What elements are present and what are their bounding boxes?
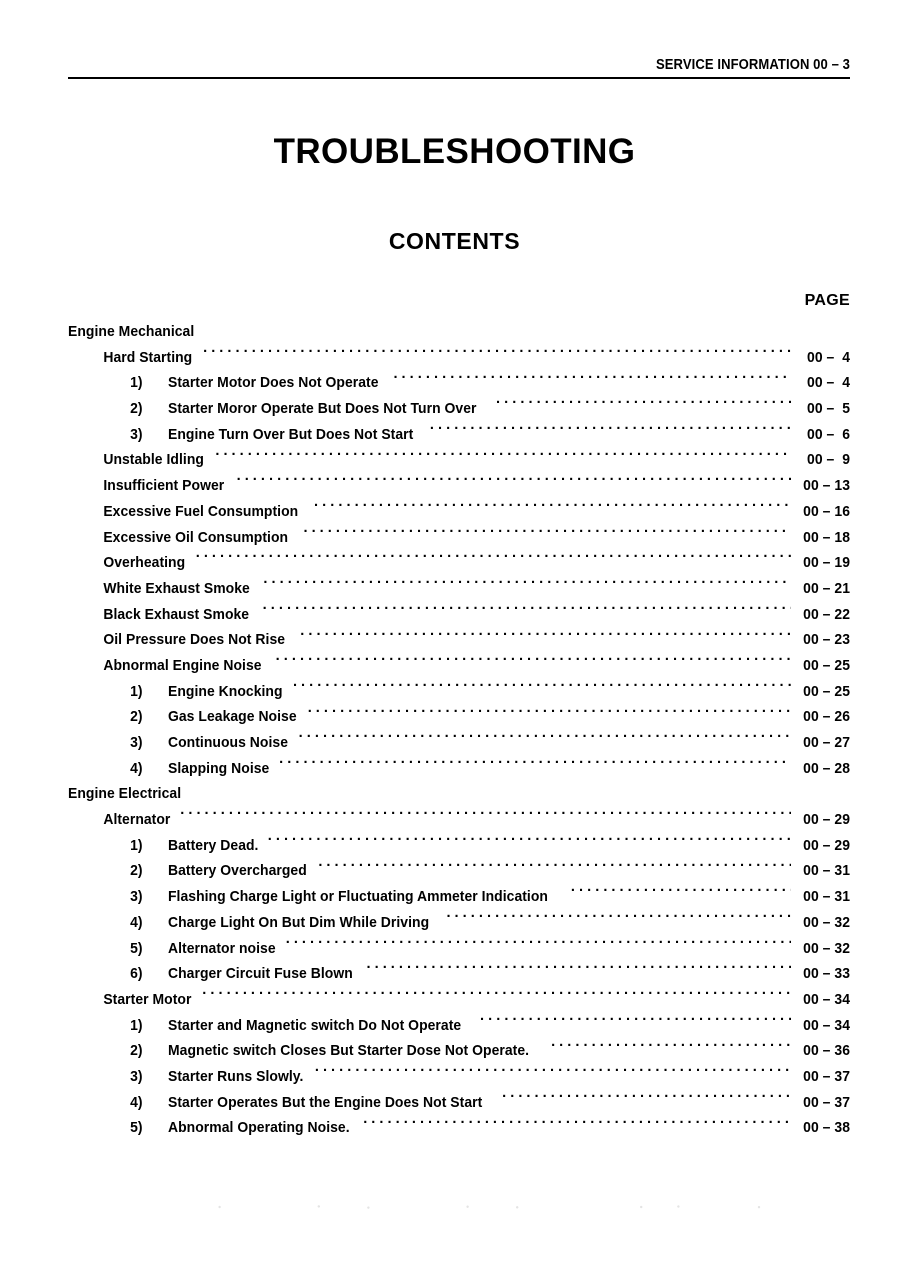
toc-entry-page-number: 00 – 22 — [803, 606, 850, 623]
toc-entry-number: 3) — [130, 426, 143, 443]
toc-entry-page-number: 00 – 34 — [803, 1017, 850, 1034]
dot-leader — [551, 1041, 791, 1056]
dot-leader — [308, 707, 791, 722]
toc-entry-number: 3) — [130, 889, 143, 906]
toc-entry-label: Starter Motor Does Not Operate — [168, 375, 379, 392]
toc-entry-label: Starter Motor — [103, 991, 192, 1008]
toc-entry[interactable] — [68, 603, 850, 629]
toc-entry-page-number: 00 – 34 — [803, 991, 850, 1008]
contents-heading: CONTENTS — [388, 228, 521, 254]
toc-entry[interactable] — [68, 937, 850, 963]
toc-entry-number: 2) — [130, 1043, 143, 1060]
toc-entry[interactable] — [68, 859, 850, 885]
toc-entry-number: 3) — [130, 1068, 143, 1085]
toc-entry-label: Hard Starting — [103, 349, 193, 366]
page-title: TROUBLESHOOTING — [273, 132, 636, 171]
dot-leader — [268, 835, 791, 850]
toc-entry[interactable] — [68, 885, 850, 911]
toc-entry-label: Slapping Noise — [168, 760, 270, 777]
toc-entry-label: Starter and Magnetic switch Do Not Operate — [168, 1017, 462, 1034]
toc-entry-page-number: 00 – 29 — [803, 812, 850, 829]
toc-entry-number: 2) — [130, 863, 143, 880]
toc-entry-page-number: 00 – 25 — [803, 657, 850, 674]
toc-entry-page-number: 00 – 27 — [803, 735, 850, 751]
toc-entry-page-number: 00 – 4 — [807, 375, 850, 392]
toc-entry[interactable] — [68, 397, 850, 423]
toc-entry-label: Starter Runs Slowly. — [168, 1068, 304, 1085]
dot-leader — [215, 450, 791, 465]
toc-entry[interactable] — [68, 628, 850, 654]
dot-leader — [303, 527, 791, 542]
toc-entry[interactable] — [68, 654, 850, 680]
toc-entry[interactable] — [68, 1039, 850, 1065]
toc-entry[interactable] — [68, 988, 850, 1014]
dot-leader — [263, 578, 791, 593]
toc-entry-page-number: 00 – 26 — [803, 709, 850, 726]
dot-leader — [300, 630, 791, 645]
toc-entry-page-number: 00 – 28 — [803, 760, 850, 777]
toc-entry-page-number: 00 – 37 — [803, 1068, 850, 1085]
dot-leader — [363, 1118, 791, 1133]
toc-entry-label: Abnormal Engine Noise — [103, 657, 262, 674]
toc-entry-page-number: 00 – 23 — [803, 632, 850, 649]
toc-entry-page-number: 00 – 5 — [807, 401, 850, 418]
toc-entry-number: 1) — [130, 683, 143, 700]
toc-entry-label: Engine Knocking — [168, 683, 283, 700]
toc-section-heading — [68, 782, 850, 808]
toc-entry-page-number: 00 – 4 — [807, 349, 850, 366]
dot-leader — [203, 347, 791, 362]
dot-leader — [263, 604, 791, 619]
toc-entry[interactable] — [68, 1065, 850, 1091]
toc-entry-number: 4) — [130, 760, 143, 777]
scan-artifact — [170, 1204, 790, 1210]
toc-entry[interactable] — [68, 962, 850, 988]
toc-entry-number: 1) — [130, 837, 143, 854]
toc-entry-page-number: 00 – 18 — [803, 529, 850, 546]
toc-entry-label: Flashing Charge Light or Fluctuating Ammeter Indication — [168, 889, 548, 906]
toc-entry-label: Excessive Fuel Consumption — [103, 503, 299, 520]
dot-leader — [180, 809, 791, 824]
toc-entry-label: Unstable Idling — [103, 452, 204, 469]
dot-leader — [315, 1066, 791, 1081]
dot-leader — [496, 398, 791, 413]
toc-entry[interactable] — [68, 474, 850, 500]
toc-entry[interactable] — [68, 808, 850, 834]
dot-leader — [571, 887, 791, 902]
dot-leader — [480, 1015, 791, 1030]
toc-entry-label: White Exhaust Smoke — [103, 580, 250, 597]
toc-entry-label: Black Exhaust Smoke — [103, 606, 250, 623]
toc-entry[interactable] — [68, 423, 850, 449]
toc-entry-page-number: 00 – 19 — [803, 555, 850, 572]
toc-entry-page-number: 00 – 31 — [803, 889, 850, 906]
toc-entry[interactable] — [68, 705, 850, 731]
toc-entry-label: Starter Operates But the Engine Does Not Start — [168, 1094, 483, 1111]
dot-leader — [202, 989, 791, 1004]
toc-entry-page-number: 00 – 13 — [803, 478, 850, 495]
toc-entry[interactable] — [68, 757, 850, 783]
toc-entry-page-number: 00 – 9 — [807, 452, 850, 469]
header-rule — [68, 77, 850, 79]
toc-section-label: Engine Mechanical — [68, 324, 195, 340]
toc-entry[interactable] — [68, 551, 850, 577]
toc-entry-label: Abnormal Operating Noise. — [168, 1120, 350, 1137]
toc-entry-page-number: 00 – 33 — [803, 966, 850, 983]
toc-entry-page-number: 00 – 32 — [803, 914, 850, 931]
toc-entry-page-number: 00 – 16 — [803, 503, 850, 520]
toc-entry-page-number: 00 – 32 — [803, 940, 850, 957]
dot-leader — [446, 912, 791, 927]
toc-entry[interactable] — [68, 346, 850, 372]
toc-entry-label: Charge Light On But Dim While Driving — [168, 914, 430, 931]
toc-entry-page-number: 00 – 25 — [803, 683, 850, 700]
toc-entry-label: Alternator — [103, 812, 171, 829]
dot-leader — [286, 938, 791, 953]
toc-entry-number: 6) — [130, 966, 143, 983]
toc-entry-label: Oil Pressure Does Not Rise — [103, 632, 286, 649]
toc-entry-page-number: 00 – 38 — [803, 1120, 850, 1137]
toc-entry-label: Continuous Noise — [168, 735, 289, 751]
toc-entry[interactable] — [68, 731, 850, 757]
toc-entry-label: Engine Turn Over But Does Not Start — [168, 426, 414, 443]
toc-entry-number: 1) — [130, 375, 143, 392]
dot-leader — [502, 1092, 791, 1107]
toc-entry-label: Insufficient Power — [103, 478, 225, 495]
dot-leader — [314, 501, 791, 516]
toc-entry-number: 5) — [130, 940, 143, 957]
toc-entry[interactable] — [68, 448, 850, 474]
toc-entry[interactable] — [68, 371, 850, 397]
toc-entry-label: Alternator noise — [168, 940, 276, 957]
toc-entry[interactable] — [68, 1116, 850, 1142]
dot-leader — [299, 732, 791, 747]
dot-leader — [366, 964, 791, 979]
toc-entry[interactable] — [68, 1014, 850, 1040]
toc-entry-label: Magnetic switch Closes But Starter Dose Not Operate. — [168, 1043, 530, 1060]
toc-entry-page-number: 00 – 36 — [803, 1043, 850, 1060]
toc-entry-label: Excessive Oil Consumption — [103, 529, 289, 546]
dot-leader — [276, 655, 791, 670]
dot-leader — [430, 424, 791, 439]
toc-entry-label: Battery Overcharged — [168, 863, 307, 880]
toc-entry-page-number: 00 – 6 — [807, 426, 850, 443]
toc-entry-label: Battery Dead. — [168, 837, 259, 854]
toc-entry[interactable] — [68, 834, 850, 860]
toc-entry-number: 4) — [130, 914, 143, 931]
toc-entry-label: Starter Moror Operate But Does Not Turn Over — [168, 401, 477, 418]
running-header — [68, 58, 850, 79]
toc-entry-page-number: 00 – 21 — [803, 580, 850, 597]
toc-entry-number: 2) — [130, 401, 143, 418]
toc-entry-label: Overheating — [103, 555, 186, 572]
toc-section-heading — [68, 320, 850, 346]
dot-leader — [237, 476, 791, 491]
toc-entry-number: 2) — [130, 709, 143, 726]
toc-entry-label: Charger Circuit Fuse Blown — [168, 966, 353, 983]
toc-entry-number: 3) — [130, 735, 143, 751]
toc-entry-page-number: 00 – 37 — [803, 1094, 850, 1111]
toc-entry-number: 5) — [130, 1120, 143, 1137]
toc-section-label: Engine Electrical — [68, 786, 182, 803]
toc-entry[interactable] — [68, 1091, 850, 1117]
toc-entry-label: Gas Leakage Noise — [168, 709, 297, 726]
dot-leader — [279, 758, 791, 773]
running-header-text: SERVICE INFORMATION 00 – 3 — [655, 57, 850, 73]
dot-leader — [196, 553, 791, 568]
toc-entry[interactable] — [68, 500, 850, 526]
toc-entry[interactable] — [68, 680, 850, 706]
page-column-header: PAGE — [804, 292, 850, 309]
table-of-contents — [68, 320, 850, 1142]
toc-entry-page-number: 00 – 31 — [803, 863, 850, 880]
dot-leader — [293, 681, 791, 696]
toc-entry[interactable] — [68, 526, 850, 552]
toc-entry[interactable] — [68, 577, 850, 603]
toc-entry-page-number: 00 – 29 — [803, 837, 850, 854]
toc-entry-number: 1) — [130, 1017, 143, 1034]
toc-entry[interactable] — [68, 911, 850, 937]
dot-leader — [393, 373, 791, 388]
toc-entry-number: 4) — [130, 1094, 143, 1111]
dot-leader — [318, 861, 791, 876]
